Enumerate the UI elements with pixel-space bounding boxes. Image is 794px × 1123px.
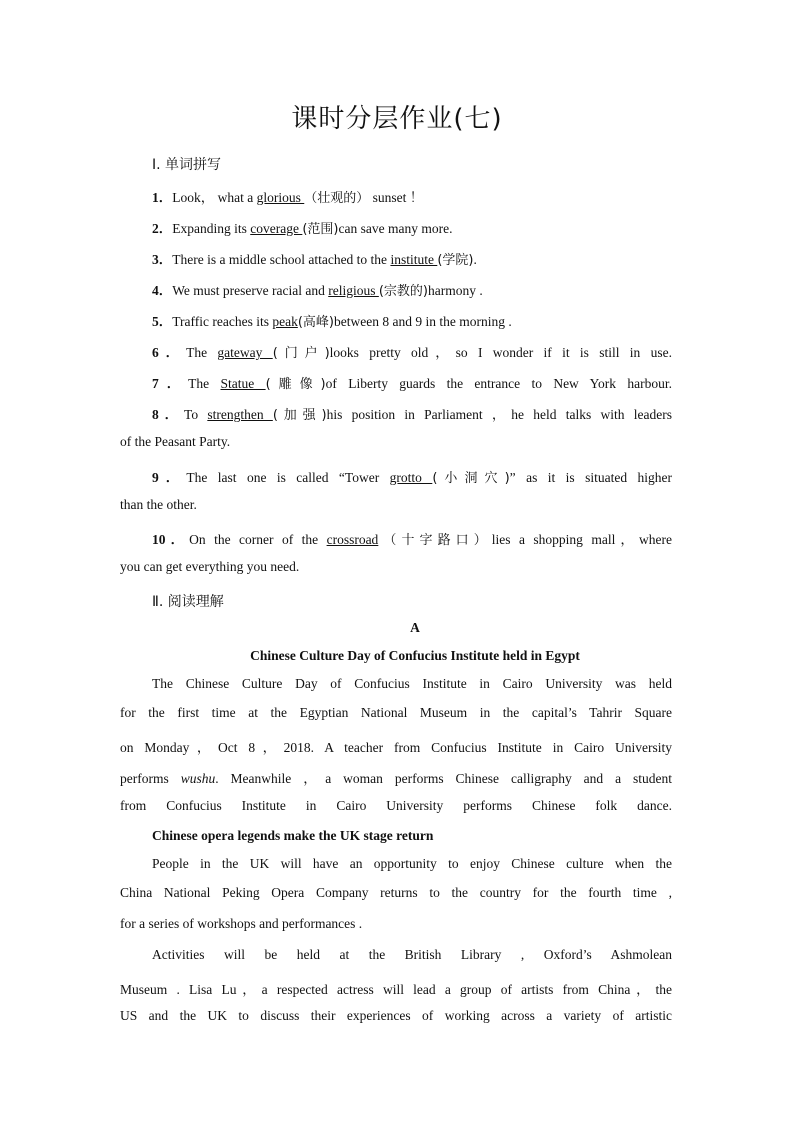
- chinese-hint: (雕像): [265, 377, 326, 392]
- item-number: 7．: [152, 376, 189, 391]
- item-text: his position in Parliament ，he held talks with leaders: [326, 407, 672, 422]
- answer-word: Statue: [220, 376, 266, 391]
- item-text: lies a shopping mall，where: [491, 532, 672, 547]
- item-text: We must preserve racial and: [172, 283, 329, 298]
- answer-word: strengthen: [207, 407, 273, 422]
- item-text: of Liberty guards the entrance to New York harbour.: [325, 376, 672, 391]
- item-text: ” as it is situated higher: [509, 470, 672, 485]
- item-text: Look， what a: [172, 190, 257, 205]
- answer-word: grotto: [389, 470, 433, 485]
- item-text: looks pretty old，so I wonder if it is still in use.: [329, 345, 672, 360]
- item-text: The: [186, 345, 218, 360]
- item-number: 5．: [152, 314, 173, 329]
- exercise-item-8: [152, 403, 672, 423]
- item-text: can save many more.: [338, 221, 453, 236]
- exercise-item-7: [152, 372, 672, 392]
- chinese-hint: (范围): [302, 222, 339, 237]
- item-text: between 8 and 9 in the morning .: [334, 314, 512, 329]
- answer-word: religious: [328, 283, 379, 298]
- paragraph-1-line: on Monday，Oct 8，2018. A teacher from Confucius Institute in Cairo University: [120, 740, 672, 755]
- exercise-item-9-continuation: than the other.: [120, 497, 197, 512]
- answer-word: glorious: [256, 190, 305, 205]
- chinese-hint: (高峰): [297, 315, 334, 330]
- paragraph-2-line: People in the UK will have an opportunity to enjoy Chinese culture when the: [152, 856, 672, 871]
- chinese-hint: (小洞穴): [432, 471, 510, 486]
- answer-word: gateway: [217, 345, 273, 360]
- item-text: The last one is called “Tower: [186, 470, 390, 485]
- exercise-item-1: [152, 186, 672, 206]
- paragraph-3-line: Activities will be held at the British Library , Oxford’s Ashmolean: [152, 947, 672, 962]
- paragraph-2-line: for a series of workshops and performances .: [120, 916, 363, 931]
- paragraph-1-line: from Confucius Institute in Cairo University performs Chinese folk dance.: [120, 798, 672, 813]
- section-heading-reading: Ⅱ. 阅读理解: [152, 594, 224, 610]
- chinese-hint: (宗教的): [378, 284, 428, 299]
- item-text: The: [188, 376, 221, 391]
- item-text: .: [473, 252, 477, 267]
- exercise-item-4: [152, 279, 672, 299]
- chinese-hint: (门户): [272, 346, 330, 361]
- paragraph-2-line: China National Peking Opera Company returns to the country for the fourth time ,: [120, 885, 672, 900]
- item-number: 4．: [152, 283, 173, 298]
- chinese-hint: (学院): [437, 253, 474, 268]
- paragraph-1-line: for the first time at the Egyptian National Museum in the capital’s Tahrir Square: [120, 705, 672, 720]
- chinese-hint: (加强): [272, 408, 327, 423]
- paragraph-1-line: The Chinese Culture Day of Confucius Institute in Cairo University was held: [152, 676, 672, 691]
- paragraph-3-line: Museum . Lisa Lu，a respected actress will lead a group of artists from China，the: [120, 982, 672, 997]
- paragraph-text: . Meanwhile ，a woman performs Chinese calligraphy and a student: [215, 771, 673, 786]
- passage-subheading: Chinese opera legends make the UK stage return: [152, 828, 434, 843]
- passage-label: A: [410, 620, 420, 635]
- italic-term: wushu: [180, 771, 216, 786]
- exercise-item-8-continuation: of the Peasant Party.: [120, 434, 231, 449]
- chinese-hint: （十字路口）: [378, 533, 492, 548]
- item-number: 3．: [152, 252, 173, 267]
- page-title: 课时分层作业(七): [291, 104, 503, 134]
- passage-heading: Chinese Culture Day of Confucius Institute held in Egypt: [250, 648, 580, 663]
- answer-word: coverage: [250, 221, 303, 236]
- exercise-item-10: [152, 528, 672, 548]
- section-heading-spelling: Ⅰ. 单词拼写: [152, 157, 222, 173]
- answer-word: crossroad: [326, 532, 379, 547]
- item-number: 2．: [152, 221, 173, 236]
- item-number: 10．: [152, 532, 190, 547]
- item-text: There is a middle school attached to the: [172, 252, 391, 267]
- item-number: 1．: [152, 190, 173, 205]
- item-number: 6．: [152, 345, 187, 360]
- exercise-item-2: [152, 217, 672, 237]
- item-text: Traffic reaches its: [172, 314, 273, 329]
- item-number: 9．: [152, 470, 187, 485]
- chinese-hint: （壮观的）: [304, 191, 370, 206]
- answer-word: institute: [390, 252, 438, 267]
- paragraph-1-line: [120, 767, 672, 787]
- paragraph-text: performs: [120, 771, 181, 786]
- item-text: On the corner of the: [189, 532, 327, 547]
- item-text: Expanding its: [172, 221, 251, 236]
- item-text: harmony .: [428, 283, 483, 298]
- exercise-item-6: [152, 341, 672, 361]
- item-number: 8．: [152, 407, 185, 422]
- paragraph-3-line: US and the UK to discuss their experiences of working across a variety of artistic: [120, 1008, 672, 1023]
- item-text: To: [184, 407, 208, 422]
- exercise-item-10-continuation: you can get everything you need.: [120, 559, 300, 574]
- exercise-item-5: [152, 310, 672, 330]
- exercise-item-9: [152, 466, 672, 486]
- item-text: sunset ！: [369, 190, 424, 205]
- answer-word: peak: [272, 314, 298, 329]
- exercise-item-3: [152, 248, 672, 268]
